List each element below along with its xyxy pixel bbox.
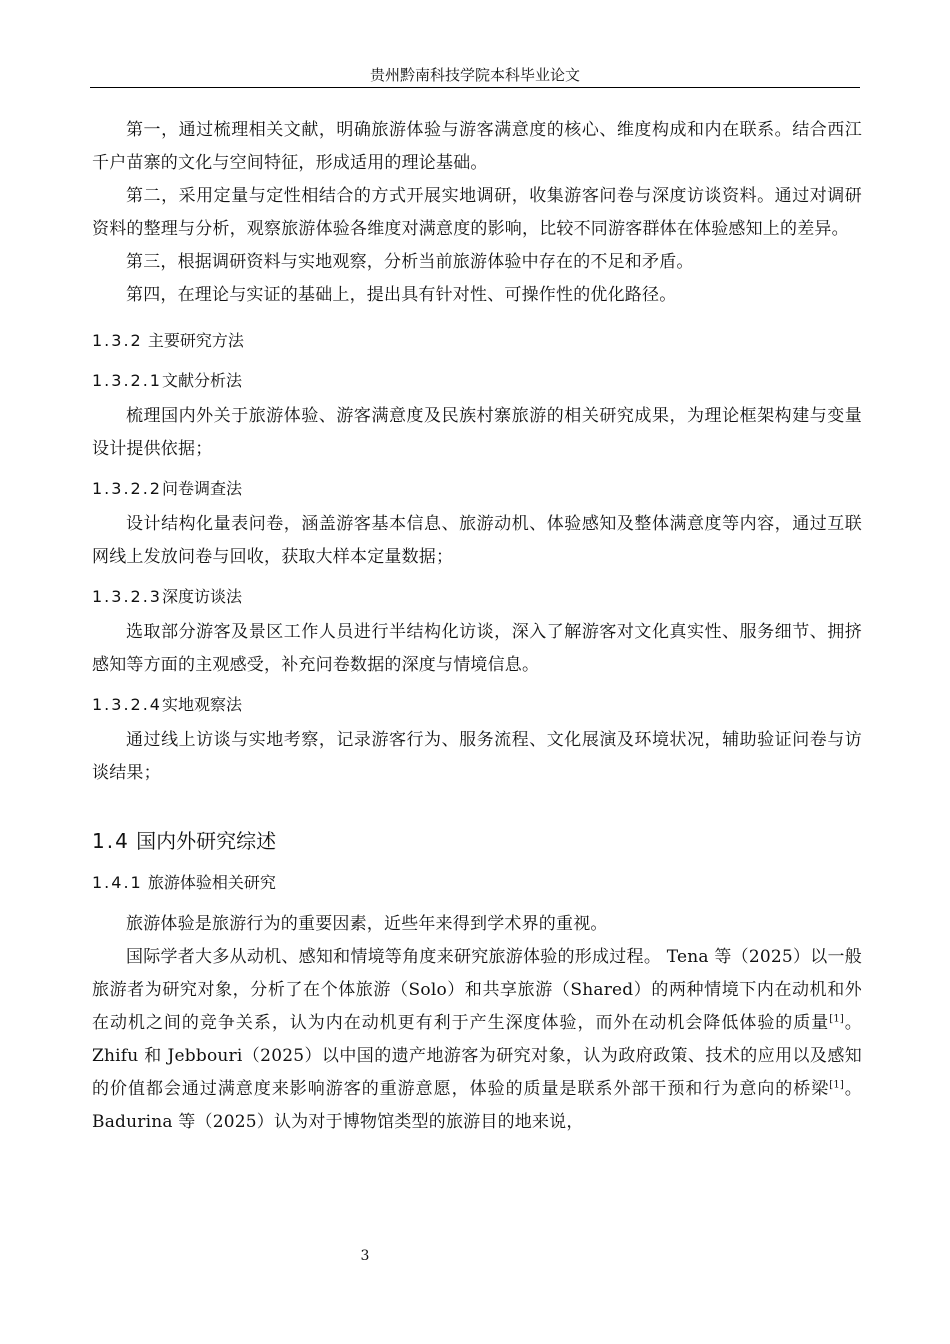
review-text-b: 。Zhifu 和 Jebbouri（2025）以中国的遗产地游客为研究对象，认为政府政策、技术的应用以及感知的价值都会通过满意度来影响游客的重游意愿，体验的质量是联系外部干预和行为意向的桥梁 (92, 1013, 862, 1099)
method-heading-2 (92, 474, 862, 504)
review-text-c: 。Badurina 等（2025）认为对于博物馆类型的旅游目的地来说， (92, 1079, 862, 1132)
method-heading-1 (92, 366, 862, 396)
page-body (92, 114, 862, 1139)
section-number: 1.4.1 (92, 873, 143, 892)
intro-paragraph-4: 第四，在理论与实证的基础上，提出具有针对性、可操作性的优化路径。 (126, 285, 677, 305)
section-title: 旅游体验相关研究 (147, 873, 276, 892)
method-number: 1.3.2.2 (92, 479, 162, 498)
method-text-4: 通过线上访谈与实地考察，记录游客行为、服务流程、文化展演及环境状况，辅助验证问卷与访谈结果； (92, 730, 862, 783)
review-text-a: 国际学者大多从动机、感知和情境等角度来研究旅游体验的形成过程。 Tena 等（2025）以一般旅游者为研究对象，分析了在个体旅游（Solo）和共享旅游（Shared）的两种情境下内在动机和外在动机之间的竞争关系，认为内在动机更有利于产生深度体验，而外在动机会降低体验的质量 (92, 947, 862, 1033)
section-number: 1.4 (92, 829, 130, 853)
method-title: 文献分析法 (161, 371, 242, 390)
method-text-2: 设计结构化量表问卷，涵盖游客基本信息、旅游动机、体验感知及整体满意度等内容，通过互联网线上发放问卷与回收，获取大样本定量数据； (92, 514, 862, 567)
review-paragraph-1: 旅游体验是旅游行为的重要因素，近些年来得到学术界的重视。 (126, 914, 608, 934)
section-heading-1-4-1 (92, 868, 862, 898)
intro-paragraph-1: 第一，通过梳理相关文献，明确旅游体验与游客满意度的核心、维度构成和内在联系。结合西江千户苗寨的文化与空间特征，形成适用的理论基础。 (92, 120, 862, 173)
intro-paragraph-3: 第三，根据调研资料与实地观察，分析当前旅游体验中存在的不足和矛盾。 (126, 252, 694, 272)
method-title: 实地观察法 (161, 695, 242, 714)
citation-ref: [1] (829, 1013, 845, 1025)
method-number: 1.3.2.1 (92, 371, 162, 390)
method-number: 1.3.2.4 (92, 695, 162, 714)
header-rule (90, 87, 860, 88)
method-text-3: 选取部分游客及景区工作人员进行半结构化访谈，深入了解游客对文化真实性、服务细节、拥挤感知等方面的主观感受，补充问卷数据的深度与情境信息。 (92, 622, 862, 675)
method-title: 深度访谈法 (161, 587, 242, 606)
section-heading-1-3-2 (92, 326, 862, 356)
citation-ref: [1] (829, 1079, 845, 1091)
page-number: 3 (360, 1248, 370, 1264)
section-heading-1-4 (92, 826, 862, 856)
intro-paragraph-2: 第二，采用定量与定性相结合的方式开展实地调研，收集游客问卷与深度访谈资料。通过对调研资料的整理与分析，观察旅游体验各维度对满意度的影响，比较不同游客群体在体验感知上的差异。 (92, 186, 862, 239)
method-title: 问卷调查法 (161, 479, 242, 498)
section-title: 国内外研究综述 (136, 829, 277, 853)
method-number: 1.3.2.3 (92, 587, 162, 606)
review-paragraph-2 (92, 941, 862, 1139)
method-heading-3 (92, 582, 862, 612)
method-heading-4 (92, 690, 862, 720)
section-title: 主要研究方法 (147, 331, 244, 350)
method-text-1: 梳理国内外关于旅游体验、游客满意度及民族村寨旅游的相关研究成果，为理论框架构建与变量设计提供依据； (92, 406, 862, 459)
page-header: 贵州黔南科技学院本科毕业论文 (369, 66, 580, 84)
section-number: 1.3.2 (92, 331, 143, 350)
